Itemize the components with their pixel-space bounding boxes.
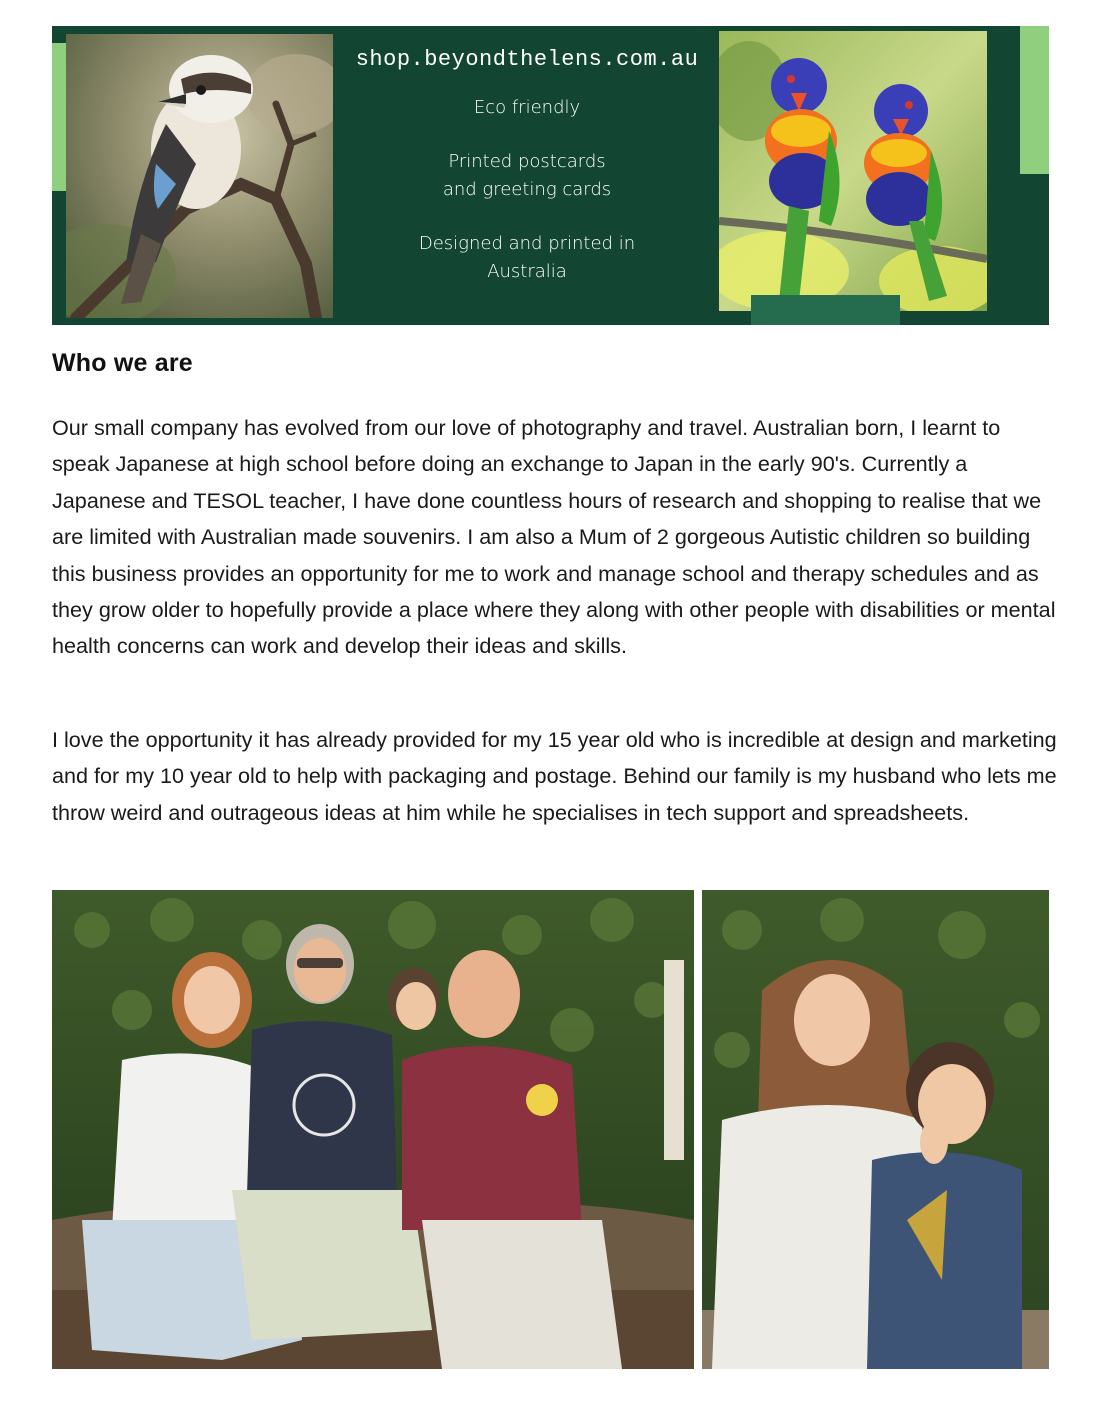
section-heading: Who we are [52, 349, 193, 377]
family-photo [52, 890, 694, 1369]
banner [52, 26, 1049, 325]
printed-line-2: and greeting cards [442, 179, 612, 200]
children-photo [702, 890, 1049, 1369]
shop-url-link[interactable]: shop.beyondthelens.com.au [355, 47, 699, 72]
banner-text [335, 40, 719, 286]
about-paragraph-2: I love the opportunity it has already provided for my 15 year old who is incredible at design and marketing and for my 10 year old to help with packaging and postage. Behind our family is my husband who lets me throw weird and outrageous ideas at him while he specialises in tech support and spreadsheets. [52, 727, 1057, 825]
banner-accent-bottom [751, 295, 900, 325]
designed-line-2: Australia [487, 261, 567, 282]
printed-line-1: Printed postcards [448, 151, 606, 172]
banner-accent-right [1020, 26, 1049, 174]
kookaburra-photo [66, 34, 333, 318]
eco-friendly-text: Eco friendly [473, 97, 581, 118]
rainbow-lorikeets-photo [719, 31, 987, 311]
about-paragraph-1: Our small company has evolved from our love of photography and travel. Australian born, I learnt to speak Japanese at high school before doing an exchange to Japan in the early 90's. Currently a Japanese and TESOL teacher, I have done countless hours of research and shopping to realise that we are limited with Australian made souvenirs. I am also a Mum of 2 gorgeous Autistic children so building this business provides an opportunity for me to work and manage school and therapy schedules and as they grow older to hopefully provide a place where they along with other people with disabilities or mental health concerns can work and develop their ideas and skills. [52, 415, 1056, 659]
designed-line-1: Designed and printed in [418, 233, 636, 254]
